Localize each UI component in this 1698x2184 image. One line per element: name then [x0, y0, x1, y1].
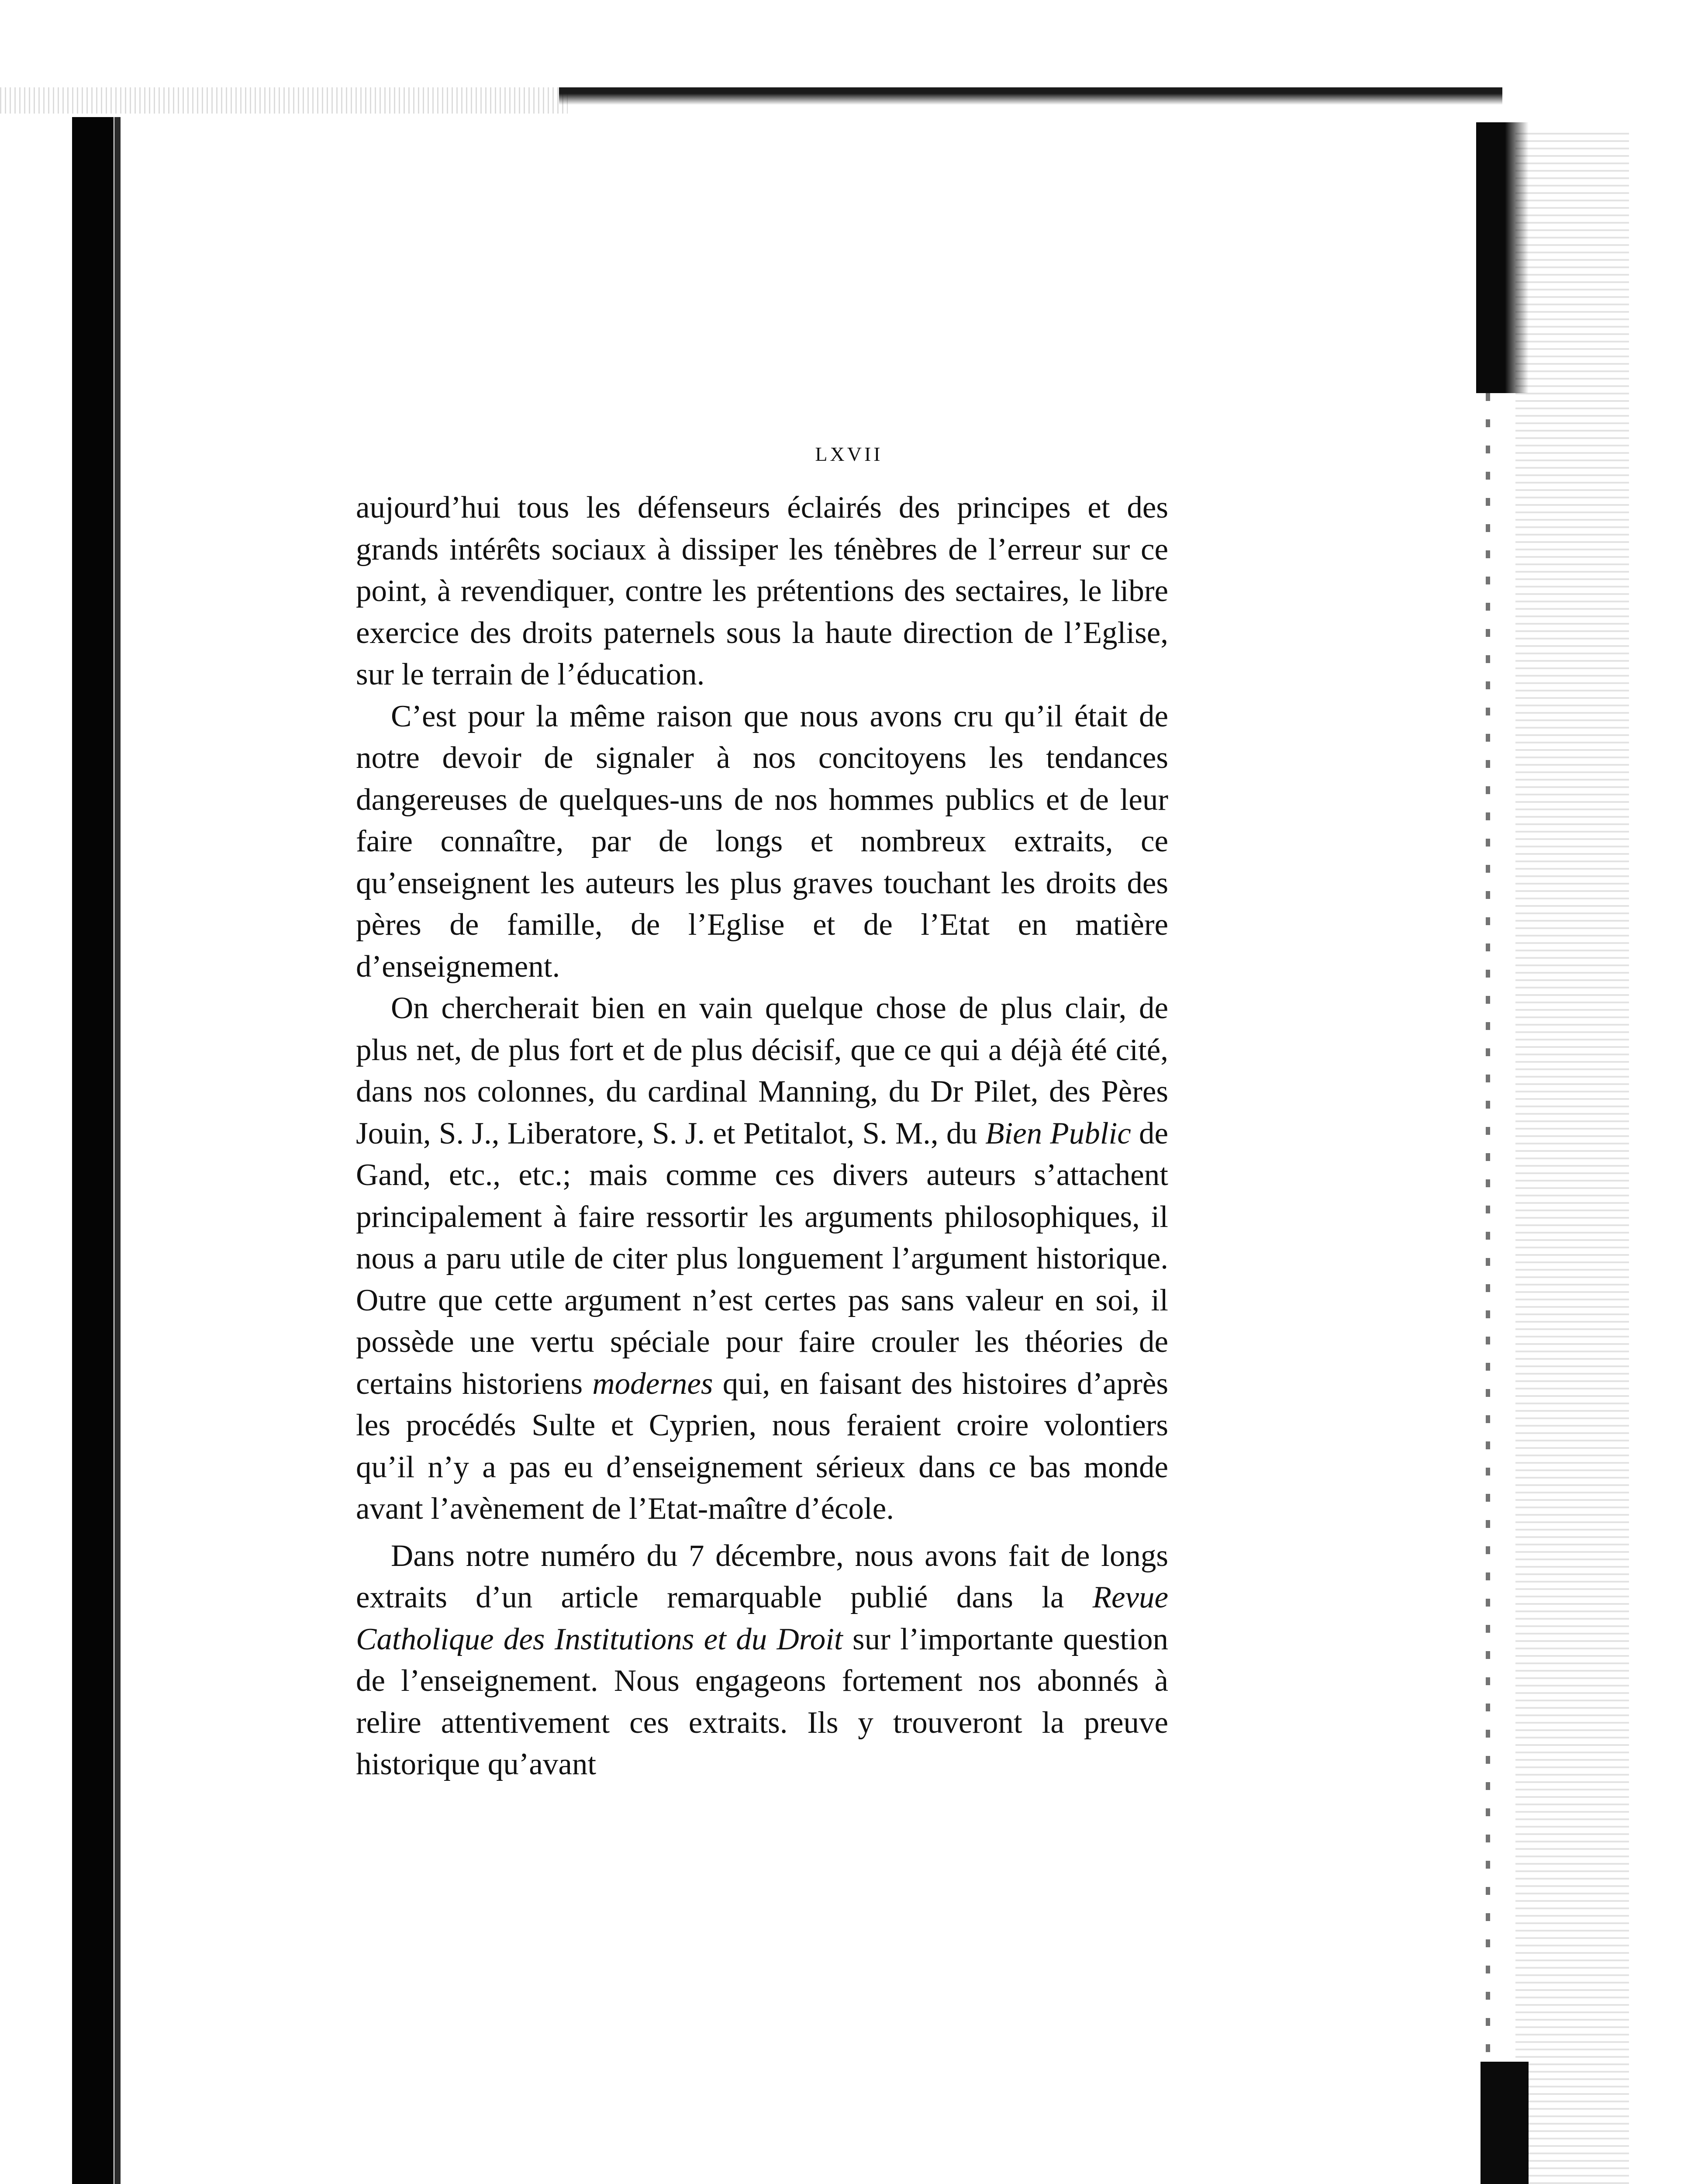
text-segment: de Gand, etc., etc.; mais comme ces divers auteurs s’attachent principalement à faire ressortir les arguments philosophiques, il nous a paru utile de citer plus longuement l’argument historique. Outre que cette argument n’est certes pas sans valeur en soi, il possède une vertu spéciale pour faire crouler les théories de certains historiens — [356, 1116, 1168, 1401]
top-edge-noise — [0, 87, 568, 114]
page-number: LXVII — [815, 443, 883, 465]
text-segment: aujourd’hui tous les défenseurs éclairés des principes et des grands intérêts sociaux à dissiper les ténèbres de l’erreur sur ce point, à revendiquer, contre les prétentions des sectaires, le libre exercice des droits paternels sous la haute direction de l’Eglise, sur le terrain de l’éducation. — [356, 491, 1168, 691]
paragraph — [356, 696, 1168, 988]
left-edge-shadow — [72, 117, 114, 2184]
italic-title: Revue Catholique des Institutions et du Droit — [356, 1580, 1168, 1656]
text-segment: C’est pour la même raison que nous avons cru qu’il était de notre devoir de signaler à nos concitoyens les tendances dangereuses de quelques-uns de nos hommes publics et de leur faire connaître, par de longs et nombreux extraits, ce qu’enseignent les auteurs les plus graves touchant les droits des pères de famille, de l’Eglise et de l’Etat en matière d’enseignement. — [356, 699, 1168, 984]
body-text — [356, 487, 1168, 1786]
paragraph — [356, 988, 1168, 1530]
top-edge-shadow — [559, 87, 1502, 105]
left-edge-line — [114, 117, 121, 2184]
paragraph — [356, 487, 1168, 696]
text-segment: On chercherait bien en vain quelque chose de plus clair, de plus net, de plus fort et de plus décisif, que ce qui a déjà été cité, dans nos colonnes, du cardinal Manning, du Dr Pilet, des Pères Jouin, S. J., Liberatore, S. J. et Petitalot, S. M., du — [356, 991, 1168, 1151]
text-segment: qui, en faisant des histoires d’après les procédés Sulte et Cyprien, nous feraient croire volontiers qu’il n’y a pas eu d’enseignement sérieux dans ce bas monde avant l’avènement de l’Etat-maître d’école. — [356, 1366, 1168, 1526]
italic-word: modernes — [592, 1366, 713, 1401]
right-edge-noise — [1515, 131, 1629, 2184]
right-edge-line — [1486, 393, 1490, 2097]
text-segment: sur l’importante question de l’enseignement. Nous engageons fortement nos abonnés à relire attentivement ces extraits. Ils y trouveront la preuve historique qu’avant — [356, 1622, 1168, 1781]
right-bottom-shadow — [1481, 2062, 1529, 2184]
text-segment: Dans notre numéro du 7 décembre, nous avons fait de longs extraits d’un article remarquable publié dans la — [356, 1538, 1168, 1614]
italic-title: Bien Public — [985, 1116, 1131, 1151]
paragraph — [356, 1535, 1168, 1786]
